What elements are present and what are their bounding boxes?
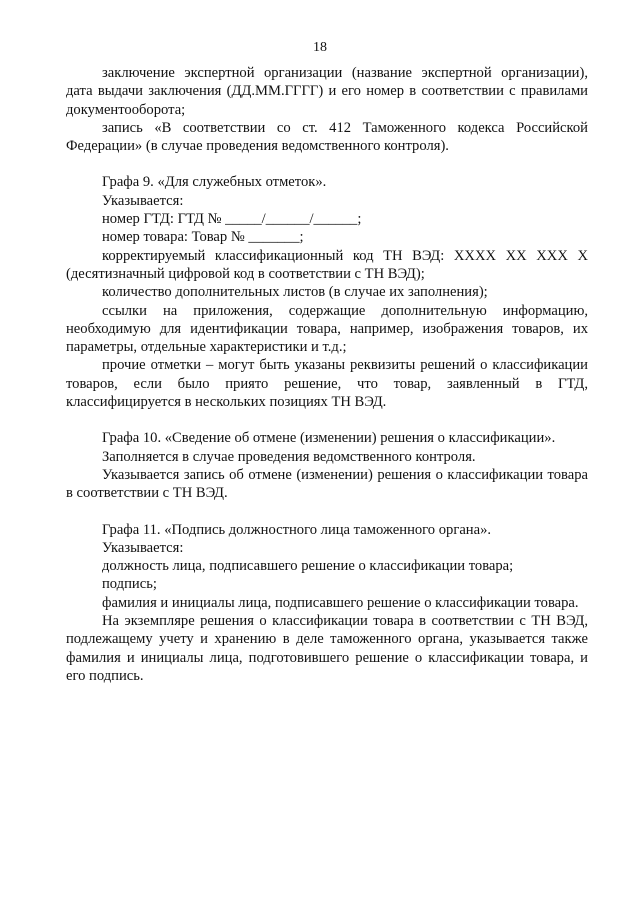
paragraph: номер ГТД: ГТД № _____/______/______; — [102, 211, 362, 228]
spacer — [66, 503, 588, 521]
paragraph: корректируемый классификационный код ТН ВЭД: XXXX XX XXX X (десятизначный цифровой код в соответствии с ТН ВЭД); — [66, 247, 588, 282]
paragraph: Заполняется в случае проведения ведомственного контроля. — [102, 448, 476, 465]
paragraph: запись «В соответствии со ст. 412 Таможенного кодекса Российской Федерации» (в случае проведения ведомственного контроля). — [66, 119, 588, 155]
section-heading-graph-11: Графа 11. «Подпись должностного лица таможенного органа». — [102, 521, 492, 538]
paragraph: На экземпляре решения о классификации товара в соответствии с ТН ВЭД, подлежащему учету и хранению в деле таможенного органа, указывается также фамилия и инициалы лица, подготовившего решение о классификации товара, и его подпись. — [66, 613, 588, 684]
section-heading-graph-9: Графа 9. «Для служебных отметок». — [102, 174, 327, 191]
paragraph: должность лица, подписавшего решение о классификации товара; — [102, 558, 514, 575]
paragraph: фамилия и инициалы лица, подписавшего решение о классификации товара. — [102, 594, 579, 611]
paragraph: Указывается: — [102, 539, 184, 556]
paragraph: Указывается запись об отмене (изменении) решения о классификации товара в соответствии с ТН ВЭД. — [66, 466, 588, 502]
paragraph: номер товара: Товар № _______; — [102, 229, 304, 246]
spacer — [66, 411, 588, 429]
section-heading-graph-10: Графа 10. «Сведение об отмене (изменении) решения о классификации». — [102, 430, 556, 447]
paragraph: заключение экспертной организации (название экспертной организации), дата выдачи заключения (ДД.ММ.ГГГГ) и его номер в соответствии с правилами документооборота; — [66, 65, 588, 118]
page-number: 18 — [313, 40, 327, 55]
document-body — [66, 64, 588, 685]
paragraph: подпись; — [102, 576, 157, 593]
paragraph: Указывается: — [102, 192, 184, 209]
spacer — [66, 155, 588, 173]
paragraph: прочие отметки – могут быть указаны реквизиты решений о классификации товаров, если было приято решение, что товар, заявленный в ГТД, классифицируется в нескольких позициях ТН ВЭД. — [66, 357, 588, 411]
paragraph: количество дополнительных листов (в случае их заполнения); — [102, 284, 488, 301]
paragraph: ссылки на приложения, содержащие дополнительную информацию, необходимую для идентификации товара, например, изображения товаров, их параметры, отдельные характеристики и т.д.; — [66, 302, 588, 356]
